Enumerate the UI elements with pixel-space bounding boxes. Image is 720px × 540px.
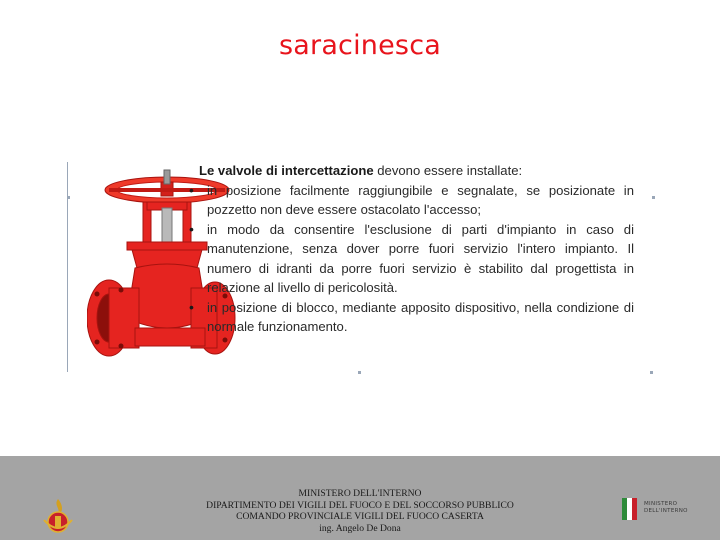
footer-line: DIPARTIMENTO DEI VIGILI DEL FUOCO E DEL SOCCORSO PUBBLICO bbox=[206, 499, 514, 511]
fire-brigade-emblem-icon bbox=[38, 496, 78, 536]
ministry-logo bbox=[622, 498, 697, 522]
footer-line: MINISTERO DELL'INTERNO bbox=[298, 488, 422, 499]
intro-rest: devono essere installate: bbox=[373, 163, 523, 178]
intro-line bbox=[199, 161, 634, 181]
slide-title: saracinesca bbox=[279, 30, 441, 61]
frame-marker bbox=[652, 196, 655, 199]
italian-flag-icon bbox=[622, 498, 638, 520]
intro-bold: Le valvole di intercettazione bbox=[199, 163, 374, 178]
footer-text bbox=[170, 488, 550, 534]
list-item: • in posizione di blocco, mediante apposito dispositivo, nella condizione di normale funzionamento. bbox=[199, 298, 634, 337]
footer-line: COMANDO PROVINCIALE VIGILI DEL FUOCO CASERTA bbox=[236, 511, 484, 523]
content-frame bbox=[67, 160, 655, 375]
requirements-text bbox=[199, 161, 634, 337]
ministry-logo-text: MINISTERO DELL'INTERNO bbox=[644, 501, 688, 514]
frame-marker bbox=[650, 371, 653, 374]
frame-marker bbox=[358, 371, 361, 374]
list-item: • in modo da consentire l'esclusione di parti d'impianto in caso di manutenzione, senza dover porre fuori servizio l'intero impianto. Il numero di idranti da porre fuori servizio è stabilito dal progettista in relazione al livello di pericolosità. bbox=[199, 220, 634, 298]
bullet-list bbox=[199, 181, 634, 337]
footer-bar bbox=[0, 456, 720, 540]
list-item: • in posizione facilmente raggiungibile e segnalate, se posizionate in pozzetto non deve essere ostacolato l'accesso; bbox=[199, 181, 634, 220]
frame-marker bbox=[67, 196, 70, 199]
frame-border bbox=[67, 162, 68, 372]
footer-line: ing. Angelo De Dona bbox=[319, 522, 401, 534]
